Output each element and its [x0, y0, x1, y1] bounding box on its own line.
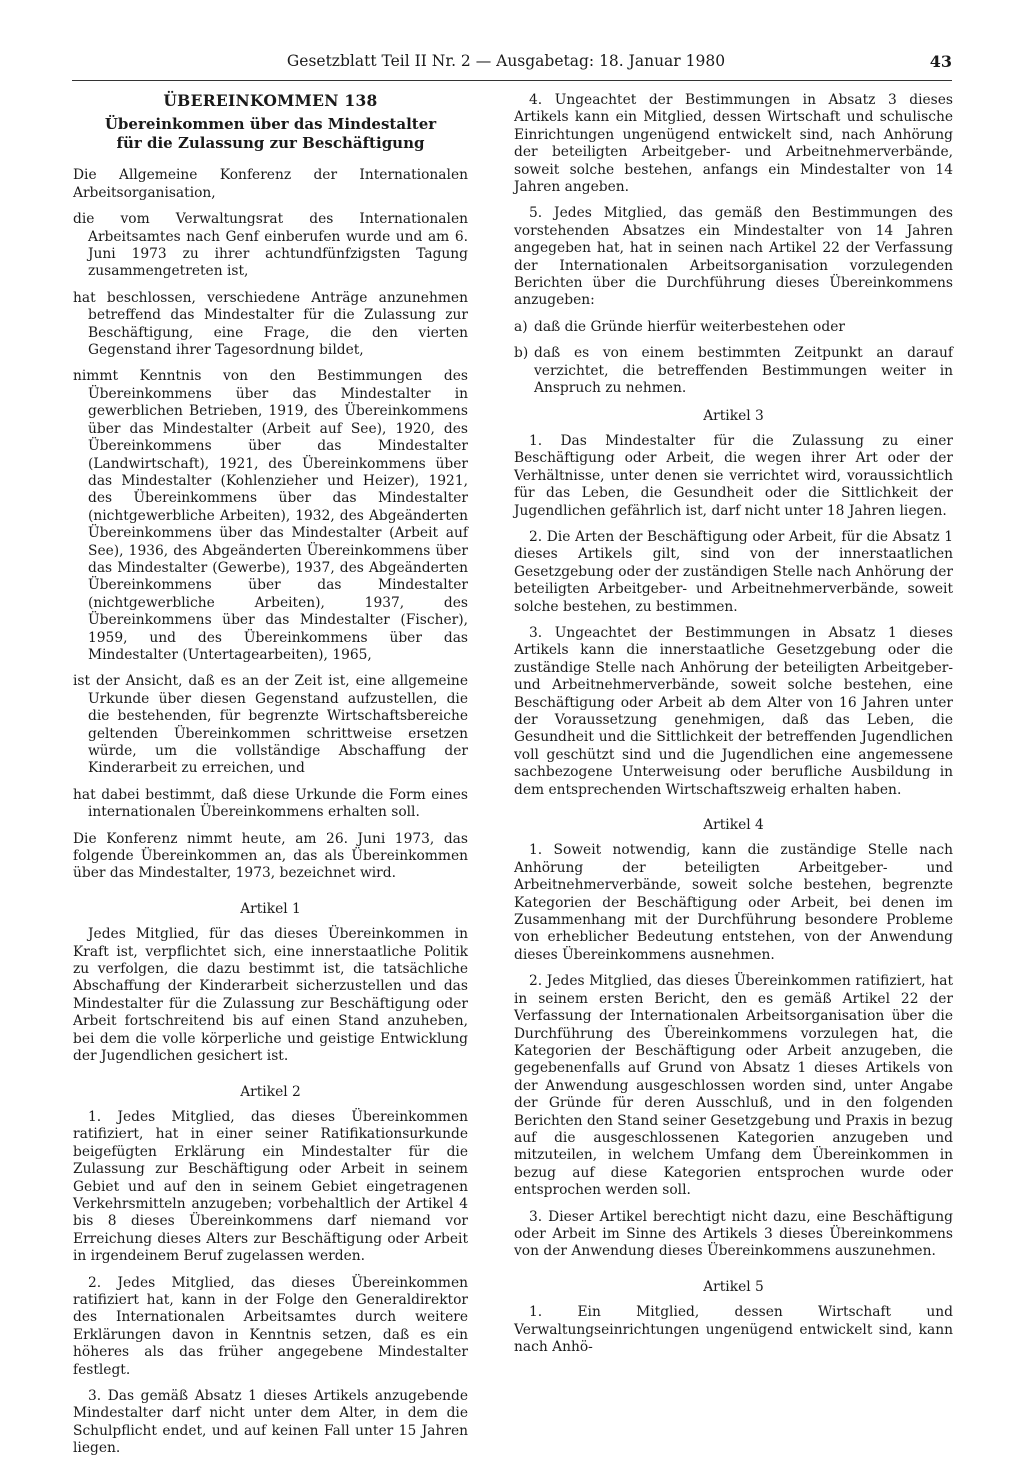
convention-subtitle: Übereinkommen über das Mindestalter für die Zulassung zur Beschäftigung [104, 115, 437, 153]
preamble-paragraph: die vom Verwaltungsrat des Internationalen Arbeitsamtes nach Genf einberufen wurde und am 6. Juni 1973 zu ihrer achtundfünfzigsten Tagung zusammengetreten ist, [73, 211, 468, 280]
article-5-heading: Artikel 5 [703, 1278, 764, 1295]
list-text: daß die Gründe hierfür weiterbestehen oder [534, 318, 845, 335]
running-title: Gesetzblatt Teil II Nr. 2 — Ausgabetag: 18. Januar 1980 [286, 52, 726, 70]
article-1-heading: Artikel 1 [240, 900, 301, 917]
list-marker: b) [514, 345, 529, 362]
article-paragraph: 4. Ungeachtet der Bestimmungen in Absatz 3 dieses Artikels kann ein Mitglied, dessen Wirtschaft und schulische Einrichtungen ungenügend entwickelt sind, nach Anhörung der beteiligten Arbeitgeber- und Arbeitnehmerverbände, soweit solche bestehen, anfangs ein Mindestalter von 14 Jahren angeben. [514, 92, 953, 196]
article-paragraph: 3. Ungeachtet der Bestimmungen in Absatz 1 dieses Artikels kann die innerstaatliche Gesetzgebung oder die zuständige Stelle nach Anhörung der beteiligten Arbeitgeber- und Arbeitnehmerverbände, soweit solche bestehen, eine Beschäftigung oder Arbeit ab dem Alter von 16 Jahren unter der Voraussetzung genehmigen, daß das Leben, die Gesundheit und die Sittlichkeit der betreffenden Jugendlichen voll geschützt sind und die Jugendlichen eine angemessene sachbezogene Unterweisung oder berufliche Ausbildung in dem entsprechenden Wirtschaftszweig erhalten haben. [514, 624, 953, 798]
header-divider [72, 80, 952, 81]
article-paragraph: Jedes Mitglied, für das dieses Übereinkommen in Kraft ist, verpflichtet sich, eine innerstaatliche Politik zu verfolgen, die dazu bestimmt ist, die tatsächliche Abschaffung der Kinderarbeit sicherzustellen und das Mindestalter für die Zulassung zur Beschäftigung oder Arbeit fortschreitend bis auf einen Stand anzuheben, bei dem die volle körperliche und geistige Entwicklung der Jugendlichen gesichert ist. [73, 926, 468, 1065]
article-paragraph: 3. Das gemäß Absatz 1 dieses Artikels anzugebende Mindestalter darf nicht unter dem Alter, in dem die Schulpflicht endet, und auf keinen Fall unter 15 Jahren liegen. [73, 1388, 468, 1457]
article-3-heading: Artikel 3 [703, 407, 764, 424]
article-paragraph: 1. Soweit notwendig, kann die zuständige Stelle nach Anhörung der beteiligten Arbeitgeber- und Arbeitnehmerverbände, soweit solche bestehen, begrenzte Kategorien der Beschäftigung oder Arbeit, bei denen im Zusammenhang mit der Durchführung besondere Probleme von erheblicher Bedeutung entstehen, von der Anwendung dieses Übereinkommens ausnehmen. [514, 842, 953, 963]
preamble-paragraph: hat dabei bestimmt, daß diese Urkunde die Form eines internationalen Übereinkommens erhalten soll. [73, 786, 468, 821]
conclusion-paragraph: Die Konferenz nimmt heute, am 26. Juni 1973, das folgende Übereinkommen an, das als Übereinkommen über das Mindestalter, 1973, bezeichnet wird. [73, 830, 468, 882]
article-paragraph: 2. Die Arten der Beschäftigung oder Arbeit, für die Absatz 1 dieses Artikels gilt, sind von der innerstaatlichen Gesetzgebung oder der zuständigen Stelle nach Anhörung der beteiligten Arbeitgeber- und Arbeitnehmerverbände, soweit solche bestehen, zu bestimmen. [514, 528, 953, 615]
list-text: daß es von einem bestimmten Zeitpunkt an darauf verzichtet, die betreffenden Bestimmungen weiter in Anspruch zu nehmen. [534, 345, 953, 397]
article-paragraph: 5. Jedes Mitglied, das gemäß den Bestimmungen des vorstehenden Absatzes ein Mindestalter von 14 Jahren angegeben hat, hat in seinen nach Artikel 22 der Verfassung der Internationalen Arbeitsorganisation vorzulegenden Berichten über die Durchführung dieses Übereinkommens anzugeben: [514, 205, 953, 309]
convention-title: ÜBEREINKOMMEN 138 [163, 91, 378, 110]
list-item [514, 345, 953, 397]
page-number: 43 [929, 52, 952, 71]
preamble-paragraph: nimmt Kenntnis von den Bestimmungen des Übereinkommens über das Mindestalter in gewerblichen Betrieben, 1919, des Übereinkommens über das Mindestalter (Arbeit auf See), 1920, des Übereinkommens über das Mindestalter (Landwirtschaft), 1921, des Übereinkommens über das Mindestalter (Kohlenzieher und Heizer), 1921, des Übereinkommens über das Mindestalter (nichtgewerbliche Arbeiten), 1932, des Abgeänderten Übereinkommens über das Mindestalter (Arbeit auf See), 1936, des Abgeänderten Übereinkommens über das Mindestalter (Gewerbe), 1937, des Abgeänderten Übereinkommens über das Mindestalter (nichtgewerbliche Arbeiten), 1937, des Übereinkommens über das Mindestalter (Fischer), 1959, und des Übereinkommens über das Mindestalter (Untertagearbeiten), 1965, [73, 368, 468, 663]
article-paragraph: 1. Jedes Mitglied, das dieses Übereinkommen ratifiziert, hat in einer seiner Ratifikationsurkunde beigefügten Erklärung ein Mindestalter für die Zulassung zur Beschäftigung oder Arbeit in seinem Gebiet und auf den in seinem Gebiet eingetragenen Verkehrsmitteln anzugeben; vorbehaltlich der Artikel 4 bis 8 dieses Übereinkommens darf niemand vor Erreichung dieses Alters zur Beschäftigung oder Arbeit in irgendeinem Beruf zugelassen werden. [73, 1108, 468, 1265]
article-paragraph: 2. Jedes Mitglied, das dieses Übereinkommen ratifiziert, hat in seinem ersten Bericht, den es gemäß Artikel 22 der Verfassung der Internationalen Arbeitsorganisation über die Durchführung des Übereinkommens vorzulegen hat, die Kategorien der Beschäftigung oder Arbeit anzugeben, die gegebenenfalls auf Grund von Absatz 1 dieses Artikels von der Anwendung ausgeschlossen worden sind, unter Angabe der Gründe für deren Ausschluß, und in den folgenden Berichten den Stand seiner Gesetzgebung und Praxis in bezug auf die ausgeschlossenen Kategorien anzugeben und mitzuteilen, in welchem Umfang dem Übereinkommen in bezug auf diese Kategorien entsprochen wurde oder entsprochen werden soll. [514, 973, 953, 1199]
right-column [514, 92, 953, 1365]
preamble-paragraph: Die Allgemeine Konferenz der Internationalen Arbeitsorganisation, [73, 167, 468, 201]
left-column [73, 92, 468, 1467]
preamble-paragraph: hat beschlossen, verschiedene Anträge anzunehmen betreffend das Mindestalter für die Zulassung zur Beschäftigung, eine Frage, die den vierten Gegenstand ihrer Tagesordnung bildet, [73, 289, 468, 359]
article-4-heading: Artikel 4 [703, 817, 764, 834]
article-paragraph: 1. Das Mindestalter für die Zulassung zu einer Beschäftigung oder Arbeit, die wegen ihrer Art oder der Verhältnisse, unter denen sie verrichtet wird, voraussichtlich für das Leben, die Gesundheit oder die Sittlichkeit der Jugendlichen gefährlich ist, darf nicht unter 18 Jahren liegen. [514, 432, 953, 519]
list-marker: a) [514, 318, 528, 335]
preamble-paragraph: ist der Ansicht, daß es an der Zeit ist, eine allgemeine Urkunde über diesen Gegenstand aufzustellen, die die bestehenden, für begrenzte Wirtschaftsbereiche geltenden Übereinkommen schrittweise ersetzen würde, um die vollständige Abschaffung der Kinderarbeit zu erreichen, und [73, 673, 468, 777]
list-item [514, 319, 953, 336]
page-header [60, 52, 952, 78]
article-paragraph: 3. Dieser Artikel berechtigt nicht dazu, eine Beschäftigung oder Arbeit im Sinne des Artikels 3 dieses Übereinkommens von der Anwendung dieses Übereinkommens auszunehmen. [514, 1208, 953, 1260]
article-2-heading: Artikel 2 [240, 1083, 301, 1100]
article-paragraph: 2. Jedes Mitglied, das dieses Übereinkommen ratifiziert hat, kann in der Folge den Generaldirektor des Internationalen Arbeitsamtes durch weitere Erklärungen davon in Kenntnis setzen, daß es ein höheres als das früher angegebene Mindestalter festlegt. [73, 1274, 468, 1378]
article-paragraph: 1. Ein Mitglied, dessen Wirtschaft und Verwaltungseinrichtungen ungenügend entwickelt sind, kann nach Anhö- [514, 1304, 953, 1355]
